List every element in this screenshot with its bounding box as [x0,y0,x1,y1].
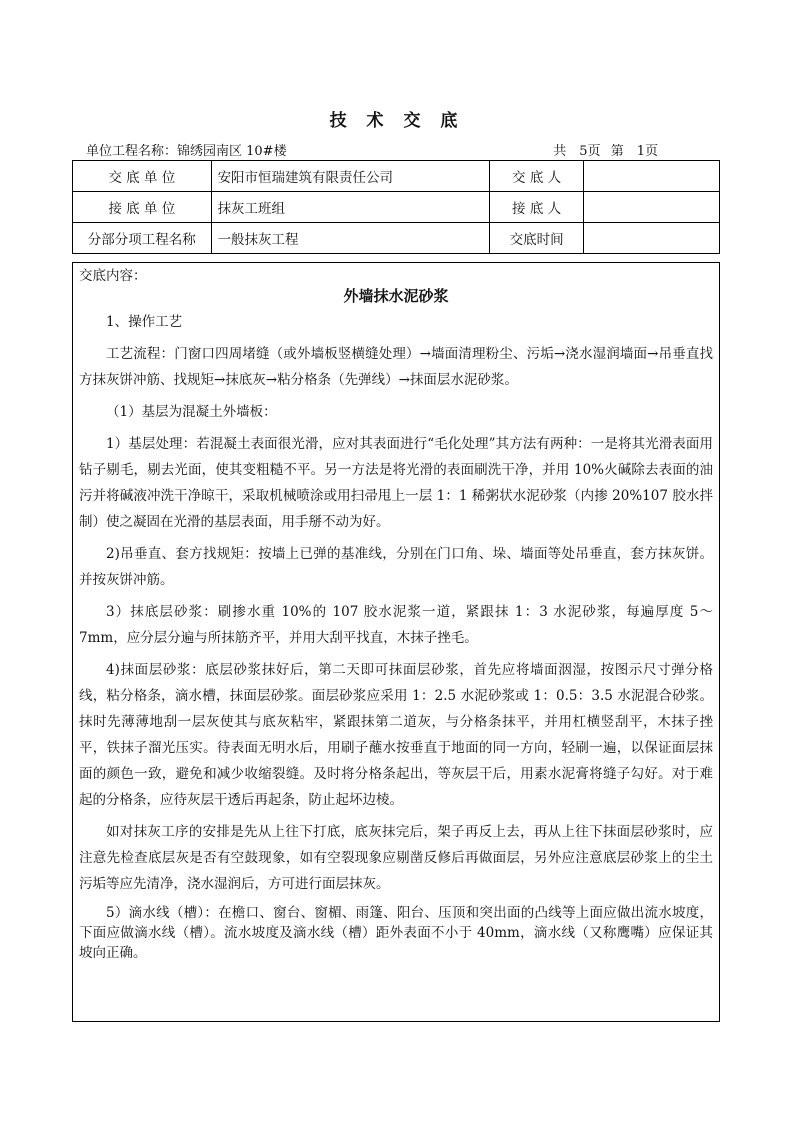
unit-project-name: 单位工程名称：锦绣园南区 10#楼 [86,144,287,159]
content-body [79,309,713,963]
receiving-unit-label: 接 底 单 位 [73,192,212,223]
issuer-value [584,161,720,192]
paragraph: （1）基层为混凝土外墙板： [106,404,277,420]
paragraph: 工艺流程：门窗口四周堵缝（或外墙板竖横缝处理）→墙面清理粉尘、污垢→浇水湿润墙面→吊垂直找方抹灰饼冲筋、找规矩→抹底灰→粘分格条（先弹线）→抹面层水泥砂浆。 [79,346,713,388]
total-pages: 共 5页 [553,144,601,159]
table-row [73,192,720,223]
handover-time-label: 交底时间 [489,223,584,254]
issuing-unit-value: 安阳市恒瑞建筑有限责任公司 [211,161,489,192]
paragraph: 2)吊垂直、套方找规矩：按墙上已弹的基准线，分别在门口角、垛、墙面等处吊垂直，套方抹灰饼。并按灰饼冲筋。 [79,546,713,588]
paragraph: 1）基层处理：若混凝土表面很光滑，应对其表面进行“毛化处理”其方法有两种：一是将其光滑表面用钻子剔毛，剔去光面，使其变粗糙不平。另一方法是将光滑的表面刷洗干净，并用 10%火碱除去表面的油污并将碱液冲洗干净晾干，采取机械喷涂或用扫帚甩上一层 1：1 稀粥状水泥砂浆（内掺 20%107 胶水拌制）使之凝固在光滑的基层表面，用手掰不动为好。 [79,436,713,530]
content-label: 交底内容： [79,268,147,284]
project-name-label: 分部分项工程名称 [73,223,212,254]
handover-time-value [584,223,720,254]
table-row [73,223,720,254]
receiver-value [584,192,720,223]
document-meta [86,140,706,158]
content-subtitle: 外墙抹水泥砂浆 [343,287,449,305]
header-table [72,160,720,254]
project-name-value: 一般抹灰工程 [211,223,489,254]
content-box [72,262,720,1022]
page-counter [547,140,658,159]
issuer-label: 交 底 人 [489,161,584,192]
paragraph: 5）滴水线（槽）：在檐口、窗台、窗楣、雨篷、阳台、压顶和突出面的凸线等上面应做出流水坡度，下面应做滴水线（槽）。流水坡度及滴水线（槽）距外表面不小于 40mm，滴水线（又称鹰嘴）应保证其坡向正确。 [79,905,713,961]
paragraph: 3）抹底层砂浆：刷掺水重 10%的 107 胶水泥浆一道，紧跟抹 1：3 水泥砂浆，每遍厚度 5～7mm，应分层分遍与所抹筋齐平，并用大刮平找直，木抹子挫毛。 [79,604,713,646]
page-number: 第 1页 [610,144,658,159]
document-title: 技 术 交 底 [329,111,465,131]
issuing-unit-label: 交 底 单 位 [73,161,212,192]
receiver-label: 接 底 人 [489,192,584,223]
paragraph: 如对抹灰工序的安排是先从上往下打底，底灰抹完后，架子再反上去，再从上往下抹面层砂浆时，应注意先检查底层灰是否有空鼓现象，如有空裂现象应剔凿反修后再做面层，另外应注意底层砂浆上的尘土污垢等应先清净，浇水湿润后，方可进行面层抹灰。 [79,824,713,892]
paragraph: 1、操作工艺 [106,314,183,330]
receiving-unit-value: 抹灰工班组 [211,192,489,223]
table-row [73,161,720,192]
paragraph: 4)抹面层砂浆：底层砂浆抹好后，第二天即可抹面层砂浆，首先应将墙面洇湿，按图示尺寸弹分格线，粘分格条，滴水槽，抹面层砂浆。面层砂浆应采用 1：2.5 水泥砂浆或 1：0.5：3.5 水泥混合砂浆。抹时先薄薄地刮一层灰使其与底灰粘牢，紧跟抹第二道灰，与分格条抹平，并用杠横竖刮平，木抹子挫平，铁抹子溜光压实。待表面无明水后，用刷子蘸水按垂直于地面的同一方向，轻刷一遍，以保证面层抹面的颜色一致，避免和减少收缩裂缝。及时将分格条起出，等灰层干后，用素水泥膏将缝子勾好。对于难起的分格条，应待灰层干透后再起条，防止起坏边棱。 [79,662,713,808]
